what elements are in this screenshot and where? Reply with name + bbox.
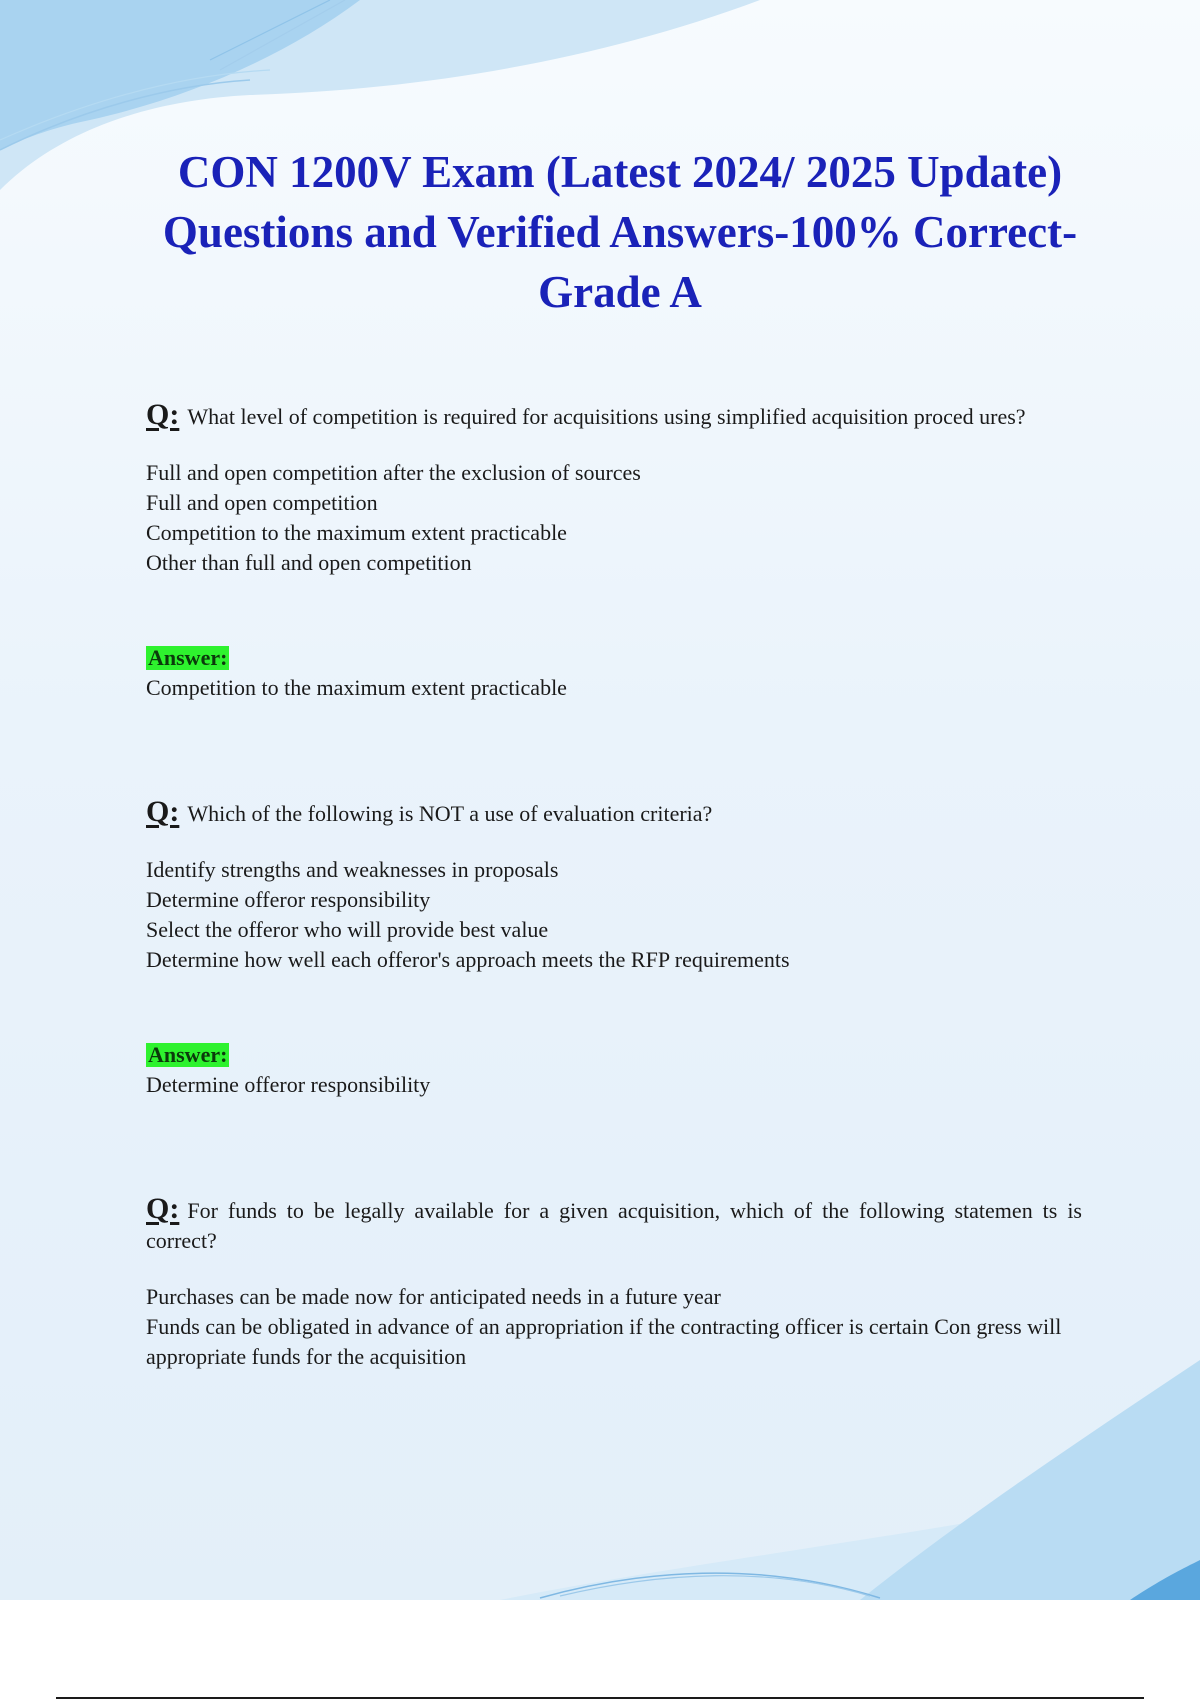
answer-text: Competition to the maximum extent practicable	[146, 675, 567, 700]
question-block-2	[146, 797, 1082, 1100]
page-title: CON 1200V Exam (Latest 2024/ 2025 Update) Questions and Verified Answers-100% Correct-Grade A	[162, 147, 1078, 317]
options-list	[146, 855, 1082, 975]
question-block-3	[146, 1194, 1082, 1372]
option-item: Full and open competition after the exclusion of sources	[146, 460, 641, 485]
options-list	[146, 1282, 1082, 1372]
answer-text: Determine offeror responsibility	[146, 1072, 431, 1097]
option-item: Other than full and open competition	[146, 550, 472, 575]
question-label: Q:	[146, 795, 180, 828]
option-item: Funds can be obligated in advance of an appropriation if the contracting officer is certain Con gress will appropriate funds for the acquisition	[146, 1314, 1062, 1369]
option-item: Full and open competition	[146, 490, 378, 515]
answer-label: Answer:	[148, 1042, 228, 1067]
answer-label: Answer:	[148, 645, 228, 670]
qa-content	[146, 400, 1082, 1372]
option-item: Determine how well each offeror's approach meets the RFP requirements	[146, 947, 790, 972]
option-item: Purchases can be made now for anticipated needs in a future year	[146, 1284, 721, 1309]
option-item: Determine offeror responsibility	[146, 887, 431, 912]
option-item: Select the offeror who will provide best value	[146, 917, 549, 942]
question-text: What level of competition is required for acquisitions using simplified acquisition proced ures?	[187, 404, 1026, 429]
options-list	[146, 458, 1082, 578]
question-text: For funds to be legally available for a given acquisition, which of the following statemen ts is correct?	[146, 1198, 1082, 1253]
question-block-1	[146, 400, 1082, 703]
footer-divider	[56, 1697, 1144, 1699]
question-text: Which of the following is NOT a use of evaluation criteria?	[187, 801, 713, 826]
question-label: Q:	[146, 398, 180, 431]
option-item: Competition to the maximum extent practicable	[146, 520, 567, 545]
question-label: Q:	[146, 1192, 180, 1225]
option-item: Identify strengths and weaknesses in proposals	[146, 857, 559, 882]
